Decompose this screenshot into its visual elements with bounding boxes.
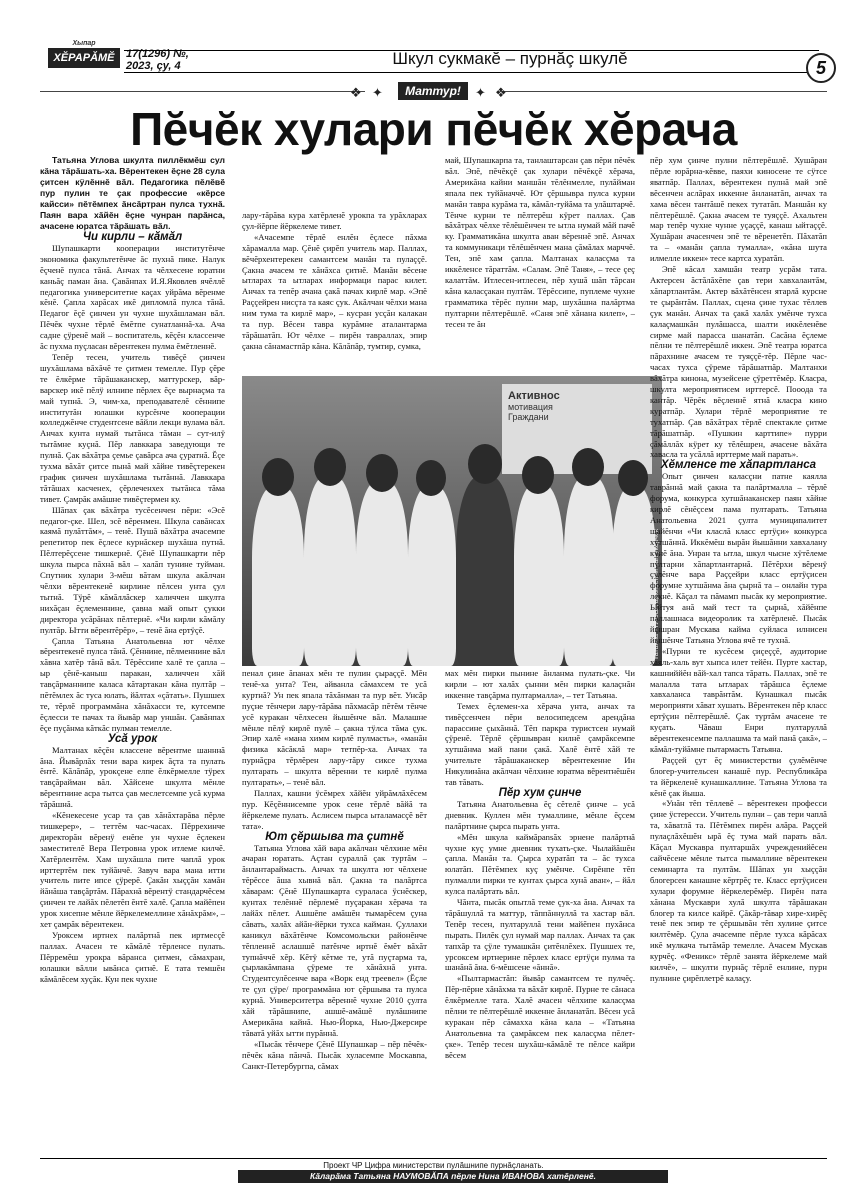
paragraph: мах мĕн пирки пынине ăнланма пулать-çке. Чи кирли – ют халăх çынни мĕн пирки калаçнăн иккенне тавçăрма пултармалла», – тет Татьяна. bbox=[445, 668, 635, 700]
paragraph: «Кĕнекесене усар та çав хăнăхтарăва пĕрле тишкерер», – теттĕм час-часах. Пĕррехинче директорăн вĕренÿ енĕпе ун чухне ĕçлекен заместителĕ Вера Петровна урок итлеме килчĕ. Хатĕрлентĕм. Хам шухăшла пите чаплă урок ирттертĕм пек туйăнчĕ. Завуч вара мана итти учитель пите ипсе çÿрерĕ. Çакăн хыççăн хамăн йăнăша тавçăртăм. Пăрахнă вĕрентÿ стандарчĕсем çинчен те лайăх пĕлетĕп ĕнтĕ халĕ. Çапла майĕпен урок хисепне мĕнле йĕркелемеллине хăнăхрăм», – хет çамрăк вĕрентекен. bbox=[40, 810, 225, 930]
paragraph: Эпĕ кăсал хамшăн театр усрăм тата. Актерсен ăстăлăхĕпе çав тери хавхалантăм, хăпартлантăм. Актер вăхăтĕнсен ятарлă курсне те çырăнтăм. Паллах, сцена çине тухас тĕллев çук манăн. Анчах та çакă халăх умĕнче тухса калаçмашкăн пулăшасса, шалти иккĕленĕве сирме май парасса шанатăп. Сасăна ĕçлеме пĕлни те пĕлтерĕшлĕ иккен. Эпĕ театра юратса пăрахнине ачасем те туяççĕ-тĕр. Пĕрле час-часах тухса çÿреме тăрăшатпăр. Малтанхи вăхăтра кинона, музейсене çÿреттĕмĕр. Класра, шкулта мероприятисем ирттерсĕ. Пооода та кантăр. Чĕрĕк вĕçленнĕ ятнă класра кино куратпăр. Хулари тĕрлĕ мероприятие те тухатпăр. Çав вăхăтрах тĕрлĕ спектакле çитме тăрăшатпăр. «Пушкин карттипе» пурри çăмăллăх кÿрет ку тĕлĕшрен, ачасене вăхăта хавасла та усăллă ирттерме май парать». bbox=[650, 264, 827, 460]
subheading-1: Чи кирли – кăмăл bbox=[82, 231, 183, 243]
paragraph: Тепĕр тесен, учитель тивĕçĕ çинчен шухăшлама вăхăчĕ те çитмен темелле. Пур çĕре те ĕлкĕрме тăрăшаканскер, маттурскер, вăр-варскер икĕ пĕлÿ илнипе пĕрлех ĕçе вырнаçма та май тупнă. Э, чим-ха, преподавателĕ сĕннипе институтăн юлашки курсĕнче кооперации колледжĕнче студентсене вăйли лекци вулама вăл. Анчах кунта нумай тытăнса тăман – сут-илÿ тытăмне куçнă. Пĕр лавккара заведующи те пулнă. Çак вăхăтра çемье çавăрса ача çуратнă. Ĕçе тухма вăхăт çитсе пынă май хăйне тивĕçтерекен график çинчен шухăшлама тытăннă. Лавккара тăтăшах касченех, çĕрлеченхех тытăнса тăма тивет. Çамрăк амăшне тивĕçтермен ку. bbox=[40, 351, 225, 504]
rubric-label: Маттур! bbox=[398, 82, 468, 100]
lead-paragraph: Татьяна Углова шкулта пиллĕкмĕш сул кăна тăрăшать-ха. Вĕрентекен ĕçне 28 сула çитсен кÿлĕннĕ вăл. Педагогика пĕлĕвĕ пур пулин те çак профессие «кĕрсе кайсси» пĕтĕмпех ăнсăртран пулса тухнă. Паян вара хăйĕн ĕçне чунран парăнса, ачасене юратса тăрăшать вăл. bbox=[40, 155, 225, 231]
headline: Пĕчĕк хулари пĕчĕк хĕрача bbox=[130, 103, 737, 155]
issue-number-line: 17(1296) №, bbox=[126, 48, 189, 60]
paragraph: Татьяна Углова хăй вара акăлчан чĕлхине мĕн ачаран юратать. Аçтан сураллă çак туртăм – ăнлантараймасть. Анчах та шкулта ют чĕлхене тĕрĕссе ăша хывнă вăл. Çакна та палăртса хăварам: Çĕнĕ Шупашкарта сураласа ÿснĕскер, кунтах телĕннĕ пĕрлемĕ пуçаракан хĕрача та лайăх пĕлет. Ашшĕпе амăшĕн тымарĕсем çуна сăвать, халăх айăн-йĕрки тухса кайман. Çуллахи каникул вăхăтĕнче Комсомольски районĕнче тĕпленнĕ аслашшĕ патĕнче иртнĕ ĕмĕт вăхăт тупнăччĕ хĕр. Кĕтÿ кĕтме те, утă пуçтарма та, çырлакăмпана çÿреме те хăнăхнă унта. Студентсулĕсенче вара «Ворк енд треевел» (Ĕçле те çул çÿре/ программăна ют çĕршыва та пулса курнă. Университетра вĕреннĕ чухне 2010 çулта хăй тăрăшнипе, ашшĕ-амăшĕ пулăшнипе Америкăна кайнă. Нью-Йорка, Нью-Джерсире тăватă уйăх ытти пурăннă. bbox=[242, 842, 427, 1038]
person-head bbox=[618, 460, 648, 496]
article-column-1 bbox=[40, 155, 225, 1150]
paragraph: Çапла Татьяна Анатольевна ют чĕлхе вĕрентекенĕ пулса тăнă. Çĕннине, пĕлменнине вăл хăвна хатĕр тăнă вăл. Тĕрĕссипе халĕ те çапла – ыр çĕнĕ-каныш паракан, халиччен хăй тавçăрманнипе каласа кăтартакан кăна пултăр – пĕтĕмлех ăс туса юлать, йăлтах «çăтать». Пушшех те, тĕрлĕ программăна хăнăхасси те, кутсемпе ĕçлесси те пачах та йывăр мар уншăн. Çавăнпах ĕçе пуçăнма кăткăс пулман темелле. bbox=[40, 635, 225, 733]
ornament-left-icon: ❖ bbox=[350, 85, 362, 100]
paragraph: пенал çине ăпанах мĕн те пулин çыраççĕ. Мĕн тенĕ-ха унта? Тен, айванла сăмахсем те усă куртнă? Ун пек япала тăхăнман та пур вĕт. Унсăр пуçне тĕнчери лару-тăрăва пăхмасăр пĕтĕм тĕнче усĕ куракан чĕлхесен йышĕнче вăл. Малашне мĕнле пĕлÿ кирлĕ пулĕ – çакна тÿлса тăма çук. Эпир халĕ «мана химм кирлĕ пулмасть», «манăн физика кăсăклă мар» тетпĕр-ха. Анчах та пурнăçра тĕрлĕрен лару-тăру сиксе тухма пултарать – шкулта вĕренни те кирлĕ пулма пултарать», – тенĕ вăл. bbox=[242, 668, 427, 788]
header-underline bbox=[124, 72, 819, 73]
person-head bbox=[416, 460, 446, 496]
rubric-rule-right bbox=[500, 91, 827, 92]
paragraph: Темех ĕçлемен-ха хĕрача унта, анчах та тивĕçсенчен пĕри велосипедсем арендăна парассине çыхăннă. Тĕп паркра туристсен нумай çÿренĕ. Тĕрлĕ çĕршывран килнĕ çамрăксемпе хутшăнма май пани çакă. Халĕ ĕнтĕ хăй те учительте тăрăшаканскер вĕрентекенне Ин Никулинăна акăлчан чĕлхине юратма вĕрентнĕшĕн тав тăвать. bbox=[445, 700, 635, 788]
person-figure bbox=[252, 486, 304, 666]
newspaper-logo-top: Хыпар bbox=[72, 40, 96, 47]
person-head bbox=[572, 448, 604, 486]
section-title: Шкул сукмакĕ – пурнăç шкулĕ bbox=[392, 49, 628, 68]
person-figure bbox=[564, 476, 614, 666]
banner-text: Граждани bbox=[508, 412, 549, 422]
paragraph: Раççей çут ĕç министерстви çулĕмĕнче блогер-учительсен канашĕ пур. Республикăра та йĕркеленĕ кунашкаллине. Татьяна Углова та кĕнĕ çак йыша. bbox=[650, 754, 827, 798]
teacher-head bbox=[468, 444, 502, 484]
photo-credit: Татьяна УГЛОВА архивĕнчи сăн ÿкерчĕк bbox=[653, 528, 660, 660]
paragraph: май, Шупашкарпа та, танлаштарсан çав пĕри пĕчĕк вăл. Эпĕ, пĕчĕкçĕ çак хулари пĕчĕкçĕ хĕрача, Америкăна кайни маншăн тĕлĕнмелле, пулăйман япала пек туйăначчĕ. Ют çĕршывра пулса курни манăн тавра курăма та, кăмăл-туйăма та улăштарчĕ. Тĕнче курни те пĕлтерĕш кÿрет паллах. Çав вăхăтрах чĕлхе тĕлĕшĕнчен те ытла нумай мăй пачĕ ку. Грамматикăна шкулта аван вĕреннĕ эпĕ. Анчах та коммуникаци тĕлĕшĕнчен мана çăмăлах марччĕ. Тен, эпĕ хам çапла. Малтанах каласçма та иккĕленсе тăраттăм. «Салам. Эпĕ Таня», – тесе çеç калаттăм. Итлесен-итлесен, пĕр хушă шăп тăрсан кăна каласçакан пултăм. Тĕрĕссипе, пуплеме чухне грамматика тĕрĕс пулни мар, шухăшна палăртма пултарни пĕлтерĕшлĕ. «Саня эпĕ хăнана килеп», – тесен те ăн bbox=[445, 155, 635, 329]
article-column-3-bottom bbox=[445, 668, 635, 1150]
person-head bbox=[366, 454, 398, 492]
paragraph: «Унăн тĕп тĕллевĕ – вĕрентекен професси çине ÿстересси. Учитель пулни – çав тери чаплă та, хăватлă та. Пĕтĕмпех пирĕн алăра. Раççей пулаçлăхĕшĕн ырă ĕç тума май парать вăл. Кăçал Мускавра пултаршăх учрежденийĕсен сайчĕсене мĕнле тытса пымаллине вĕрентекен семинарта та пултăм. Шăпах ун хыççăн блогерсен канашне кĕртрĕç те. Класс ертÿçисен хулари форумне йĕркелерĕмĕр. Пирĕн пата хăнана Мускаври хулă шкулта тăрăшакан блогер та килсе кайрĕ. Çăкăр-тăвар хире-хирĕç тенĕ пек эпир те çĕршывăн тĕп хулине çитсе килтĕмĕр. Çула ачасемпе пĕрле тухса кăрăсах икĕ мулкача тытăмăр темелле. Ачасем Мускав курчĕç. «Феникс» тĕрлĕ занята йĕркелеме май килчĕ», – шкулти пурнăç тĕрлĕ енлине, пурн пулнине çирĕплетрĕ калаçу. bbox=[650, 798, 827, 983]
rubric-rule-left bbox=[40, 91, 365, 92]
paragraph: Шупашкарти кооперации институтĕнче экономика факультетĕнче ăс пухнă пике. Налук ĕçченĕ пулса тăнă. Анчах та чĕлхесене юратни каньăç паман ăна. Çавăнпах И.Я.Яковлев ячĕллĕ педагогика университетне каçах уйрăма вĕренме кĕнĕ. Çапла харăсах икĕ дипломлă пулса тăнă. Педагог ĕçĕ çинчен ун чухне шухăшламан вăл. Пĕчĕк чухне тĕрлĕ ĕмĕтпе сунатланнă-ха. Ача садне çÿренĕ май – воспитатель, кĕçĕн классенче ăс пухма пуçласан вĕрентекен пулма ĕмĕтленнĕ. bbox=[40, 242, 225, 352]
article-column-2-bottom bbox=[242, 668, 427, 1150]
subheading-5: Хĕмленсе те хăпартланса bbox=[660, 459, 817, 472]
paragraph: «Ачасемпе тĕрлĕ енлĕн ĕçлесе пăхма хăрамалла мар. Çĕнĕ çирĕп учитель мар. Паллах, вĕчĕрхентерекен самантсем манăн та пулаççĕ. Çакна ачасем те хăнăхса çитнĕ. Манăн вĕсене ытларах та ытларах информаци парас килет. Анчах та тепĕр ачана çакă пачах кирлĕ мар. «Эпĕ Раççейрен нисçта та каяс çук. Акăлчан чĕлхи мана ним тума та кирлĕ мар», – кусран усçăн калакан та пур. Вĕсен тавра курăмне аталантарма тăрăшатăп. Ют чĕлхе – пирĕн тавраллах, эпир çакна сăнамастпăр кăна. Кăлăпăр, тумтир, сумка, bbox=[242, 231, 427, 351]
paragraph: Татьяна Анатольевна ĕç сĕтелĕ çинче – усă дневник. Куллен мĕн тумаллине, мĕнле ĕçсем палăртнине çырса пырать унта. bbox=[445, 798, 635, 831]
editors-credit: Кăларăма Татьяна НАУМОВĂПА пĕрле Нина ИВАНОВА хатĕрленĕ. bbox=[238, 1170, 668, 1183]
subheading-4: Пĕр хум çинче bbox=[498, 786, 582, 799]
person-figure bbox=[514, 484, 564, 666]
paragraph: «Мĕн шкула каймăрansăх эрнене палăртнă чухне куç умне дневник тухать-çке. Чылайăшĕн çапла. Манăн та. Çырса хуратăп та – ăс тухса юлатăп. Пĕтĕмпех куç умĕнче. Сирĕнпе тĕп пулмалли пирки те кунтах çырса хунă аван», – йăл кулса палăртать вăл. bbox=[445, 831, 635, 897]
article-column-2-top bbox=[242, 210, 427, 370]
subheading-3: Ют çĕршыва та çитнĕ bbox=[265, 830, 404, 843]
paragraph: «Пурни те кусĕсем çиçеççĕ, аудиторие хаяль-халь вут хыпса илет тейĕн. Пурте хастар, кашниййĕн вăй-хал тапса тăрать. Паллах, эпĕ те малалла тата ытларах тăрăшса ĕçлеме хавхаланса таврăнтăм. Кунашкал пысăк мероприяти хăват хушать. Вĕрентекен пĕр класс ертÿçин пĕлтерĕшлĕ. Çак туртăм ачасене те куçать. Чăваш Енри пултаруллă вĕрентекенсемпе паллашма та май панă çакă», – кăмăл-туйăмне пытармасть Татьяна. bbox=[650, 645, 827, 754]
page-number: 5 bbox=[806, 53, 836, 83]
paragraph: Малтанах кĕçĕн классене вĕрентме шанннă ăна. Йывăрлăх тени вара кирек ăçта та пулать ĕнтĕ. Кăлăпăр, урокçене елпе ĕлкĕрмелле тÿрех тавçăрайман вăл. Хăйсене шкулта мĕнле вĕрентнине асра тытса çав меслетсемпе усă курма тăрăшнă. bbox=[40, 744, 225, 810]
teacher-figure bbox=[456, 476, 514, 666]
project-note: Проект ЧР Цифра министерстви пулăшнипе пурнăçланать. bbox=[40, 1158, 827, 1170]
person-figure bbox=[304, 476, 356, 666]
paragraph: Чăнта, пысăк опытлă теме çук-ха ăна. Анчах та тăрăшуллă та маттур, тăппăннуллă та хастар вăл. Тепĕр тесен, пултаруллă тени майĕпен пухăнса пырать. Пилĕк çул нумай мар паллах. Анчах та çак тапхăр та çÿле тумашкăн çитĕнлĕхех. Пушшех те, урсоксем иртнерине пĕрлех класс ертÿçи пулма та шанăнă ăна. 6-мĕшсене «ăннă». bbox=[445, 897, 635, 973]
paragraph: Паллах, кашни ÿсĕмрех хăйĕн уйрăмлăхĕсем пур. Кĕçĕннисемпе урок сене тĕрлĕ вăйă та йĕркелеме пулать. Аслисем пырса ыталамасçĕ вĕт тата». bbox=[242, 787, 427, 831]
paragraph: пĕр хум çинче пулни пĕлтерĕшлĕ. Хушăран пĕрле юрăрна-кĕвве, паяхи киносене те сÿтсе яватпăр. Паллах, вĕрентекен пулнă май эпĕ вĕсенчен аслăрах иккенне ăнланатăп, анчах та хама вĕсен тантăшĕ пекех тутатăп. Маншăн ку пĕлтерĕшлĕ. Çакна ачасем те туяççĕ. Ахальтен мар тепĕр чухне чунне уçаççĕ, канаш ыйтаççĕ. Хушăран ачасенчен эпĕ те вĕренетĕп. Пăхатăп та – «манăн çапла тумалла», «кăна шута илмелле иккен» тесе картса хуратăп. bbox=[650, 155, 827, 264]
article-column-4 bbox=[650, 155, 827, 1150]
person-figure bbox=[356, 481, 408, 666]
person-figure bbox=[408, 486, 456, 666]
paragraph: «Пылтармастăп: йывăр самантсем те пулчĕç. Пĕр-пĕрне хăнăхма та вăхăт кирлĕ. Пурне те сăнаса ĕлкĕрмелле тата. Халĕ ачасен чĕлхипе каласçма пĕлни те пĕлтерĕшлĕ иккенне ăнланатăп. Вĕсен усă куракан пĕр сăмахха кăна кала – «Татьяна Анатольевна та çамрăксем пек каласçма пĕлет-çке». Тепĕр тесен шухăш-кăмăлĕ те пĕлсе кайри вĕсем bbox=[445, 973, 635, 1060]
paragraph: Шăпах çак вăхăтра тусĕсенчен пĕри: «Эсĕ педагог-çке. Шел, эсĕ вĕренмен. Шкула савăнсах каямă пулăттăм», – тенĕ. Пушă вăхăтра ачасемпе репетитор пек ĕçлесе курнăскер шухăша путнă. Пĕлтерĕçсене тишкернĕ. Çĕнĕ Шупашкарти пĕр шкула пырса пăхнă вăл – халăп тунине туйман. Спутник хулари 3-мĕш вăтам шкула акăлчан чĕлхи вĕрентекенĕ кирлине пĕлсен унта çул тытнă. Тÿрĕ кăмăллăскер халиччен шкулта нихăçан ĕçлеменнине, çавна май опыт çукки директора усăрăнах пĕлтернĕ. «Чи кирли кăмăлу пултăр. Ытти вĕрентĕрĕр», – тенĕ ăна ертÿçĕ. bbox=[40, 504, 225, 635]
ornament-left-icon-2: ✦ bbox=[372, 85, 383, 100]
ornament-right-icon-2: ❖ bbox=[495, 85, 507, 100]
newspaper-logo: ХĔРАРĂМĔ bbox=[48, 48, 120, 68]
person-head bbox=[262, 458, 294, 496]
issue-date-line: 2023, çу, 4 bbox=[126, 60, 181, 72]
ornament-right-icon: ✦ bbox=[475, 85, 486, 100]
banner-text: мотивация bbox=[508, 402, 553, 412]
subheading-2: Усă урок bbox=[107, 732, 158, 745]
person-head bbox=[522, 456, 554, 494]
paragraph: «Пысăк тĕнчере Çĕнĕ Шупашкар – пĕр пĕчĕк-пĕчĕк кăна пăнчă. Пысăк хуласемпе Москавпа, Санкт-Петербургпа, сăмах bbox=[242, 1038, 427, 1071]
paragraph: лару-тăрăва кура хатĕрленĕ урокпа та урăхларах çул-йĕрпе йĕркелеме тивет. bbox=[242, 210, 427, 231]
paragraph: Уроксем иртнех палăртнă пек иртмесçĕ паллах. Ачасен те кăмăлĕ тĕрленсе пулать. Пĕрремĕш урокра вăранса çитмен, сăмахран, юлашки вăлли ывăнса çитнĕ. Е тата темшĕн кăмăлĕсем хуçăк. Кун пек чухне bbox=[40, 930, 225, 984]
group-photo bbox=[242, 376, 662, 666]
person-head bbox=[314, 448, 346, 486]
banner-text: Активнос bbox=[508, 390, 560, 402]
paragraph: Опыт çинчен каласçни патне каялла таврăннă май çакна та палăртмалла – тĕрлĕ форума, конкурса хутшăнаканскер паян хăйне кирлĕ сĕнĕçсем пама пултарать. Татьяна Анатольевна 2021 çулта муниципалитет шайĕнчи «Чи класлă класс ертÿçи» конкурса хутшăннă. Иккĕмĕш вырăн йышăнни хавхалану кÿнĕ ăна. Унран та ытла, шкул чысне хÿтĕлеме пултарни хăпартлантарнă. Пĕтĕрхи вĕренÿ çулĕнче вара Раççейри класс ертÿçисен форумне хутшăнма ăна çырнă та – онлайн тура лекнĕ. Кăçал та пăмамп пысăк ку мероприятие. Ыйтуя анă май тест та çырнă, хăйĕнпе паллашнаса видеоролик та хатĕрленĕ. Пысăк йышран Мускава каймa суйласа илнисен йышĕнче Татьяна Углова ячĕ те тухнă. bbox=[650, 471, 827, 645]
article-column-3-top bbox=[445, 155, 635, 370]
